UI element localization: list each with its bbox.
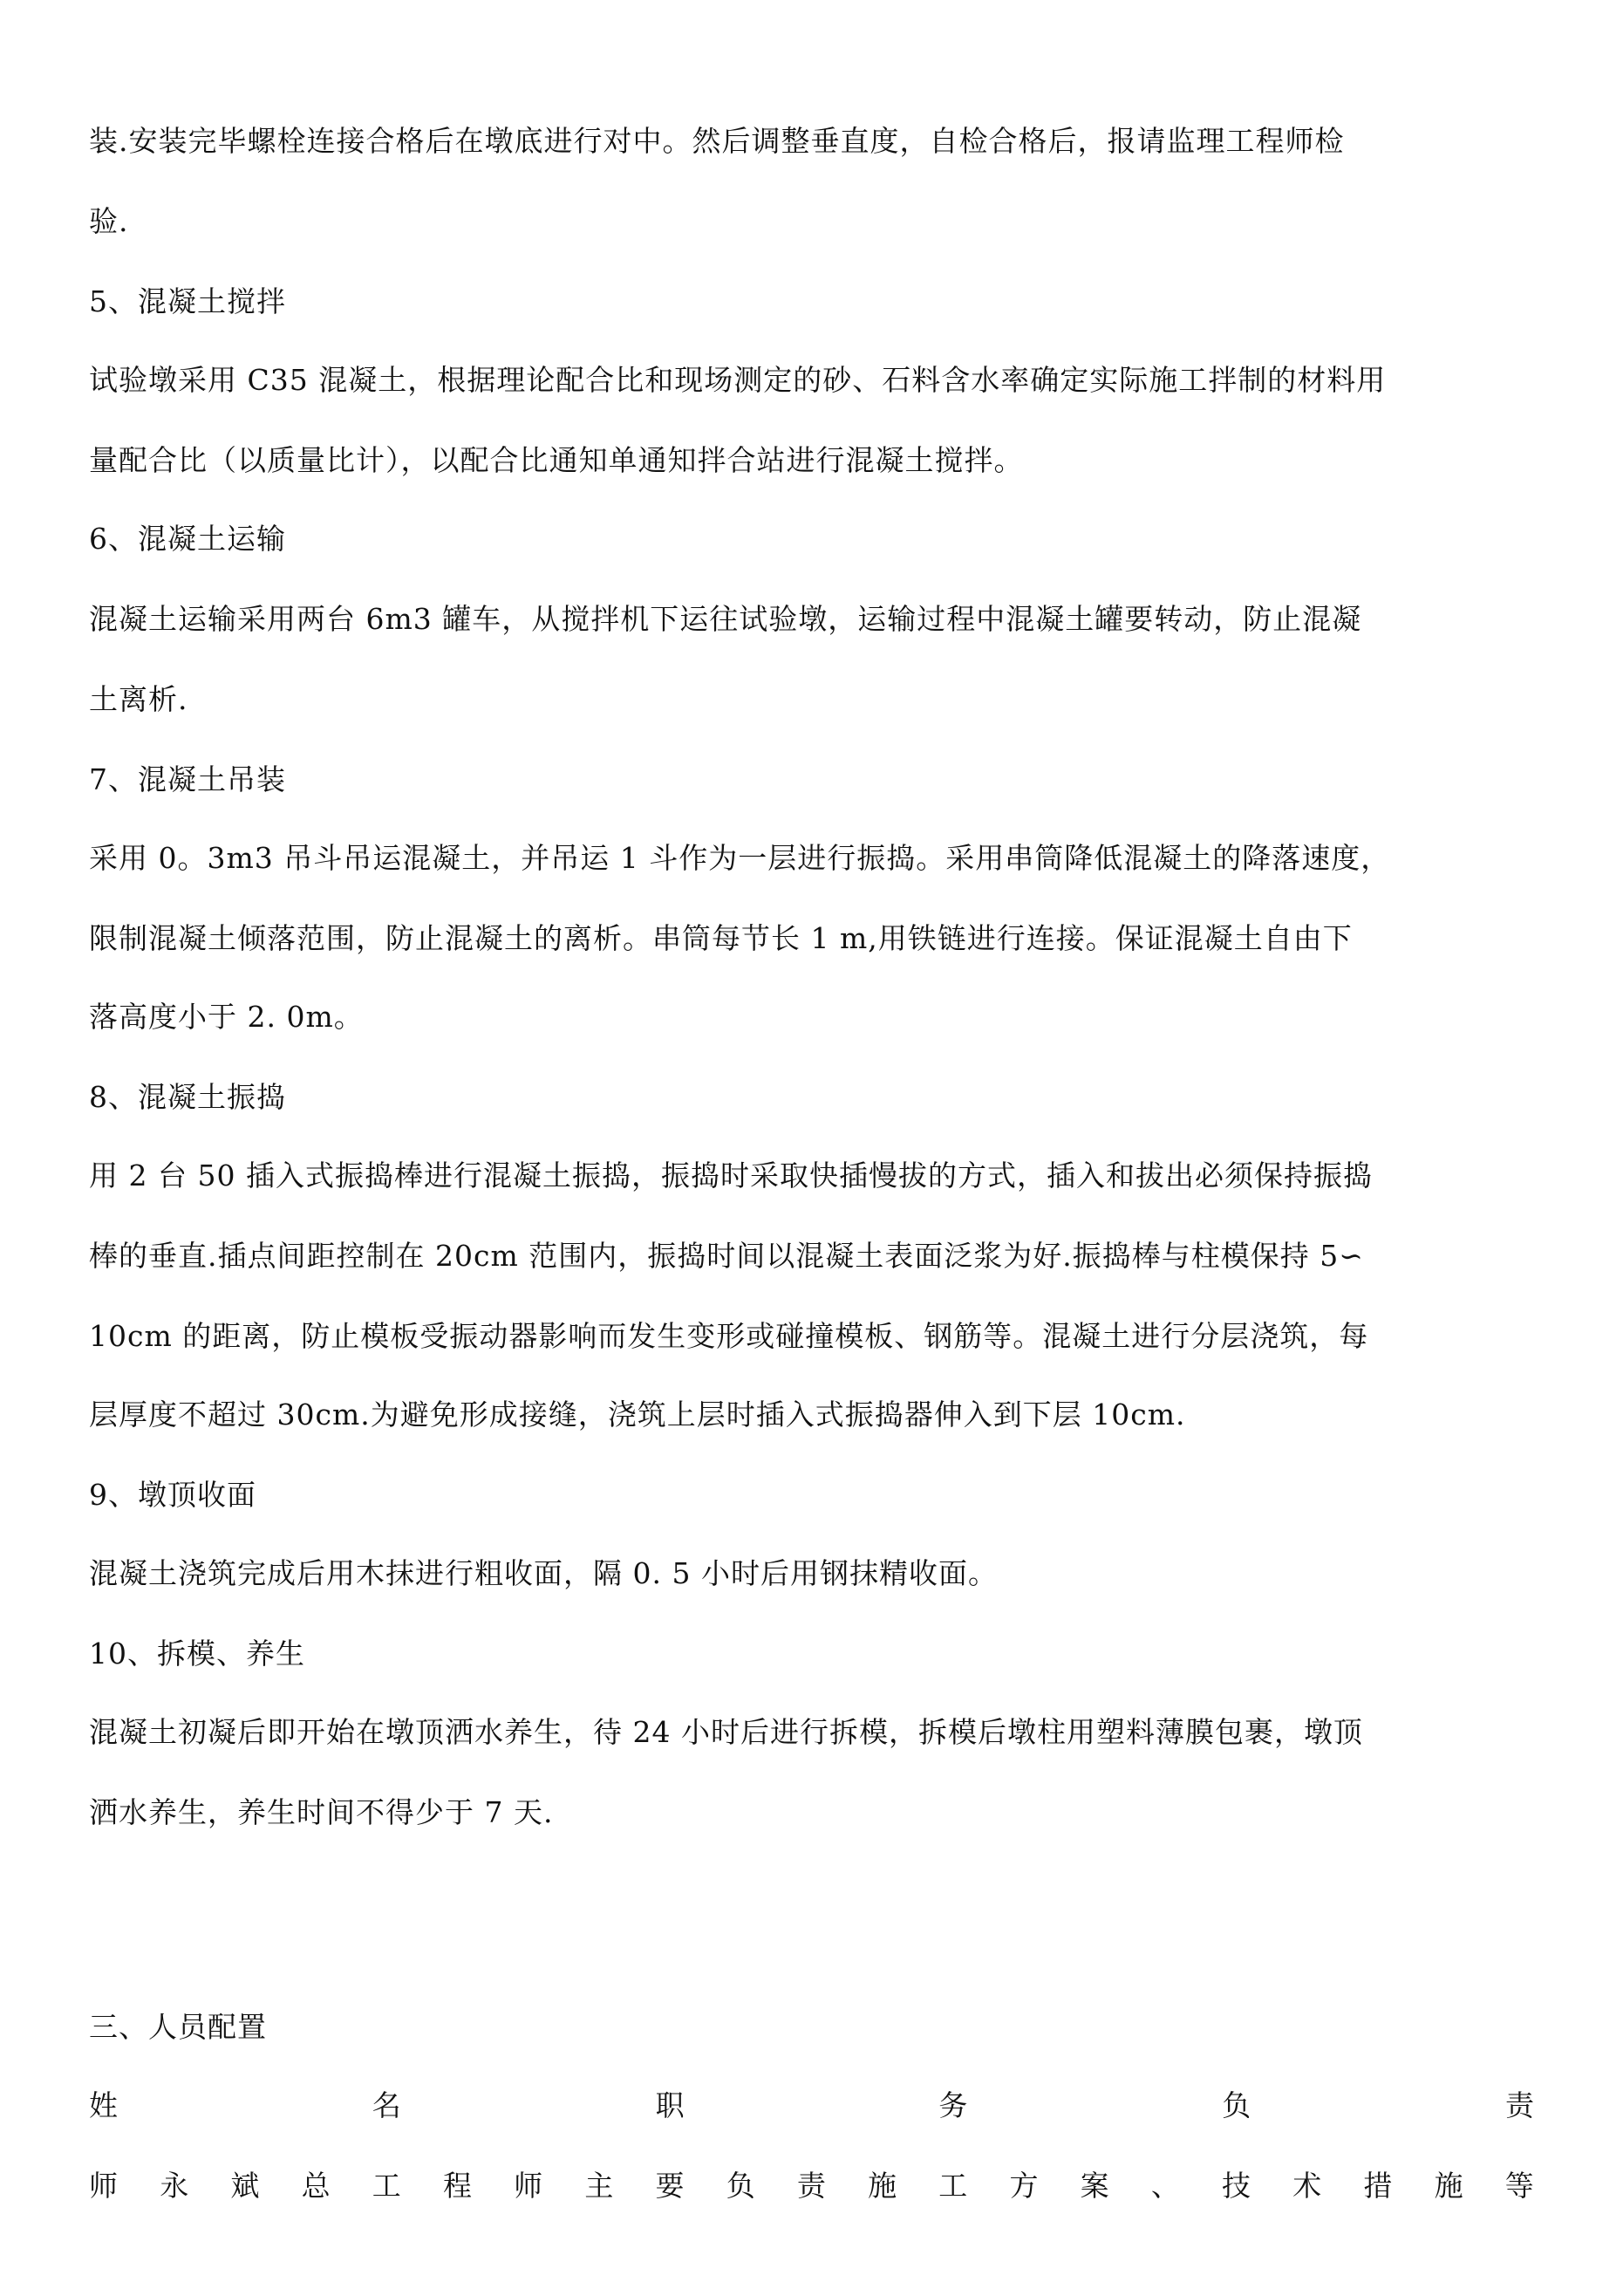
row-char: 术 — [1292, 2169, 1323, 2203]
paragraph-line: 用 2 台 50 插入式振捣棒进行混凝土振捣，振捣时采取快插慢拔的方式，插入和拔出必须保持振捣 — [89, 1158, 1373, 1192]
paragraph-line: 装.安装完毕螺栓连接合格后在墩底进行对中。然后调整垂直度，自检合格后，报请监理工程师检 — [89, 124, 1345, 158]
row-char: 程 — [442, 2169, 473, 2203]
row-char: 要 — [655, 2169, 685, 2203]
row-char: 案 — [1080, 2169, 1110, 2203]
header-char: 名 — [372, 2088, 402, 2122]
paragraph-line: 混凝土浇筑完成后用木抹进行粗收面，隔 0. 5 小时后用钢抹精收面。 — [89, 1556, 998, 1590]
section-heading: 7、混凝土吊装 — [89, 762, 286, 796]
row-char: 永 — [160, 2169, 190, 2203]
section-heading: 9、墩顶收面 — [89, 1478, 256, 1512]
row-char: 工 — [938, 2169, 969, 2203]
paragraph-line: 采用 0。3m3 吊斗吊运混凝土，并吊运 1 斗作为一层进行振捣。采用串筒降低混凝土的降落速度， — [89, 841, 1391, 875]
header-char: 职 — [655, 2088, 685, 2122]
row-char: 措 — [1363, 2169, 1394, 2203]
section-heading: 8、混凝土振捣 — [89, 1080, 286, 1114]
row-char: 师 — [89, 2169, 119, 2203]
row-char: 斌 — [230, 2169, 261, 2203]
row-char: 、 — [1150, 2169, 1181, 2203]
row-char: 施 — [868, 2169, 898, 2203]
row-char: 负 — [726, 2169, 756, 2203]
section-heading: 5、混凝土搅拌 — [89, 284, 286, 318]
paragraph-line: 洒水养生，养生时间不得少于 7 天. — [89, 1795, 554, 1829]
header-char: 责 — [1504, 2088, 1535, 2122]
row-char: 主 — [584, 2169, 615, 2203]
row-char: 等 — [1504, 2169, 1535, 2203]
paragraph-line: 10cm 的距离，防止模板受振动器影响而发生变形或碰撞模板、钢筋等。混凝土进行分层浇筑，每 — [89, 1319, 1369, 1353]
chapter-heading: 三、人员配置 — [89, 2010, 267, 2044]
section-heading: 6、混凝土运输 — [89, 522, 286, 556]
row-char: 师 — [514, 2169, 544, 2203]
row-char: 工 — [372, 2169, 402, 2203]
row-char: 方 — [1009, 2169, 1040, 2203]
row-char: 技 — [1222, 2169, 1251, 2203]
paragraph-line: 验. — [89, 204, 129, 238]
paragraph-line: 棒的垂直.插点间距控制在 20cm 范围内，振捣时间以混凝土表面泛浆为好.振捣棒与柱模保持 5∽ — [89, 1239, 1364, 1273]
header-char: 负 — [1222, 2088, 1252, 2122]
paragraph-line: 试验墩采用 C35 混凝土，根据理论配合比和现场测定的砂、石料含水率确定实际施工拌制的材料用 — [89, 363, 1387, 397]
paragraph-line: 限制混凝土倾落范围，防止混凝土的离析。串筒每节长 1 m,用铁链进行连接。保证混凝土自由下 — [89, 921, 1353, 955]
header-char: 姓 — [89, 2088, 119, 2122]
section-heading: 10、拆模、养生 — [89, 1637, 305, 1671]
paragraph-line: 落高度小于 2. 0m。 — [89, 1000, 364, 1034]
row-char: 责 — [796, 2169, 827, 2203]
paragraph-line: 混凝土运输采用两台 6m3 罐车，从搅拌机下运往试验墩，运输过程中混凝土罐要转动，防止混凝 — [89, 602, 1362, 636]
staff-table-header — [89, 2087, 1535, 2125]
row-char: 施 — [1434, 2169, 1464, 2203]
header-char: 务 — [938, 2088, 969, 2122]
row-char: 总 — [301, 2169, 331, 2203]
paragraph-line: 层厚度不超过 30cm.为避免形成接缝，浇筑上层时插入式振捣器伸入到下层 10cm. — [89, 1397, 1186, 1432]
paragraph-line: 混凝土初凝后即开始在墩顶洒水养生，待 24 小时后进行拆模，拆模后墩柱用塑料薄膜包裹，墩顶 — [89, 1715, 1363, 1749]
paragraph-line: 量配合比（以质量比计），以配合比通知单通知拌合站进行混凝土搅拌。 — [89, 443, 1024, 477]
staff-table-row — [89, 2167, 1535, 2205]
paragraph-line: 土离析. — [89, 682, 188, 716]
